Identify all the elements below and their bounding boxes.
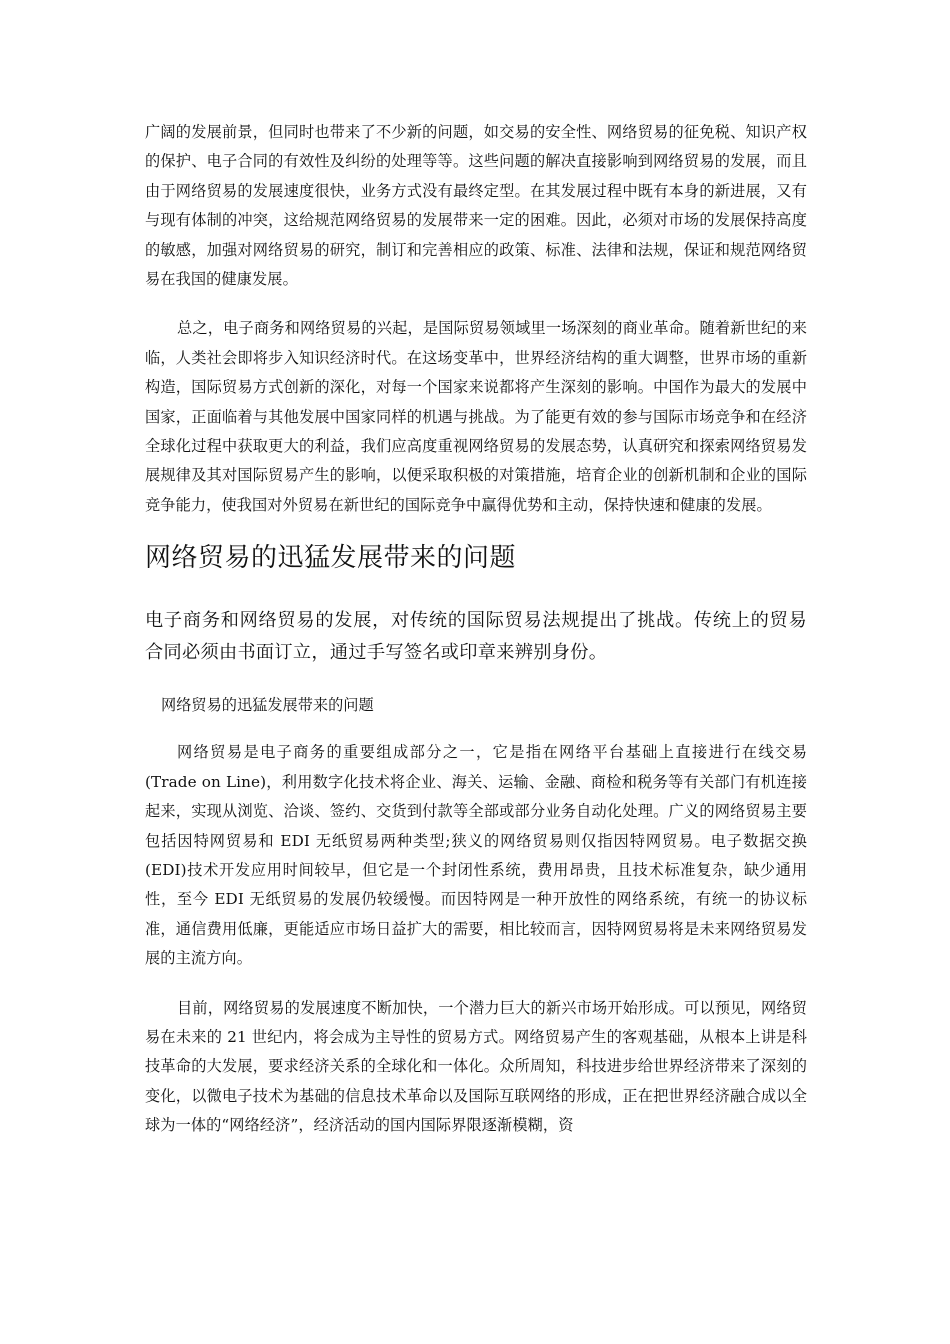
lead-paragraph: 电子商务和网络贸易的发展，对传统的国际贸易法规提出了挑战。传统上的贸易合同必须由书面订立，通过手写签名或印章来辨别身份。 <box>145 610 807 664</box>
body-paragraph: 广阔的发展前景，但同时也带来了不少新的问题，如交易的安全性、网络贸易的征免税、知识产权的保护、电子合同的有效性及纠纷的处理等等。这些问题的解决直接影响到网络贸易的发展，而且由于网络贸易的发展速度很快，业务方式没有最终定型。在其发展过程中既有本身的新进展，又有与现有体制的冲突，这给规范网络贸易的发展带来一定的困难。因此，必须对市场的发展保持高度的敏感，加强对网络贸易的研究，制订和完善相应的政策、标准、法律和法规，保证和规范网络贸易在我国的健康发展。 <box>145 123 807 289</box>
body-paragraph: 网络贸易是电子商务的重要组成部分之一，它是指在网络平台基础上直接进行在线交易(Trade on Line)，利用数字化技术将企业、海关、运输、金融、商检和税务等有关部门有机连接起来，实现从浏览、洽谈、签约、交货到付款等全部或部分业务自动化处理。广义的网络贸易主要包括因特网贸易和 EDI 无纸贸易两种类型;狭义的网络贸易则仅指因特网贸易。电子数据交换(EDI)技术开发应用时间较早，但它是一个封闭性系统，费用昂贵，且技术标准复杂，缺少通用性，至今 EDI 无纸贸易的发展仍较缓慢。而因特网是一种开放性的网络系统，有统一的协议标准，通信费用低廉，更能适应市场日益扩大的需要，相比较而言，因特网贸易将是未来网络贸易发展的主流方向。 <box>145 743 807 968</box>
subsection-heading: 网络贸易的迅猛发展带来的问题 <box>161 696 374 715</box>
body-paragraph: 总之，电子商务和网络贸易的兴起，是国际贸易领域里一场深刻的商业革命。随着新世纪的来临，人类社会即将步入知识经济时代。在这场变革中，世界经济结构的重大调整，世界市场的重新构造，国际贸易方式创新的深化，对每一个国家来说都将产生深刻的影响。中国作为最大的发展中国家，正面临着与其他发展中国家同样的机遇与挑战。为了能更有效的参与国际市场竞争和在经济全球化过程中获取更大的利益，我们应高度重视网络贸易的发展态势，认真研究和探索网络贸易发展规律及其对国际贸易产生的影响，以便采取积极的对策措施，培育企业的创新机制和企业的国际竞争能力，使我国对外贸易在新世纪的国际竞争中赢得优势和主动，保持快速和健康的发展。 <box>145 319 807 514</box>
body-paragraph: 目前，网络贸易的发展速度不断加快，一个潜力巨大的新兴市场开始形成。可以预见，网络贸易在未来的 21 世纪内，将会成为主导性的贸易方式。网络贸易产生的客观基础，从根本上讲是科技革命的大发展，要求经济关系的全球化和一体化。众所周知，科技进步给世界经济带来了深刻的变化，以微电子技术为基础的信息技术革命以及国际互联网络的形成，正在把世界经济融合成以全球为一体的“网络经济”，经济活动的国内国际界限逐渐模糊，资 <box>145 998 807 1135</box>
section-heading: 网络贸易的迅猛发展带来的问题 <box>145 543 517 574</box>
document-page <box>145 118 807 1141</box>
